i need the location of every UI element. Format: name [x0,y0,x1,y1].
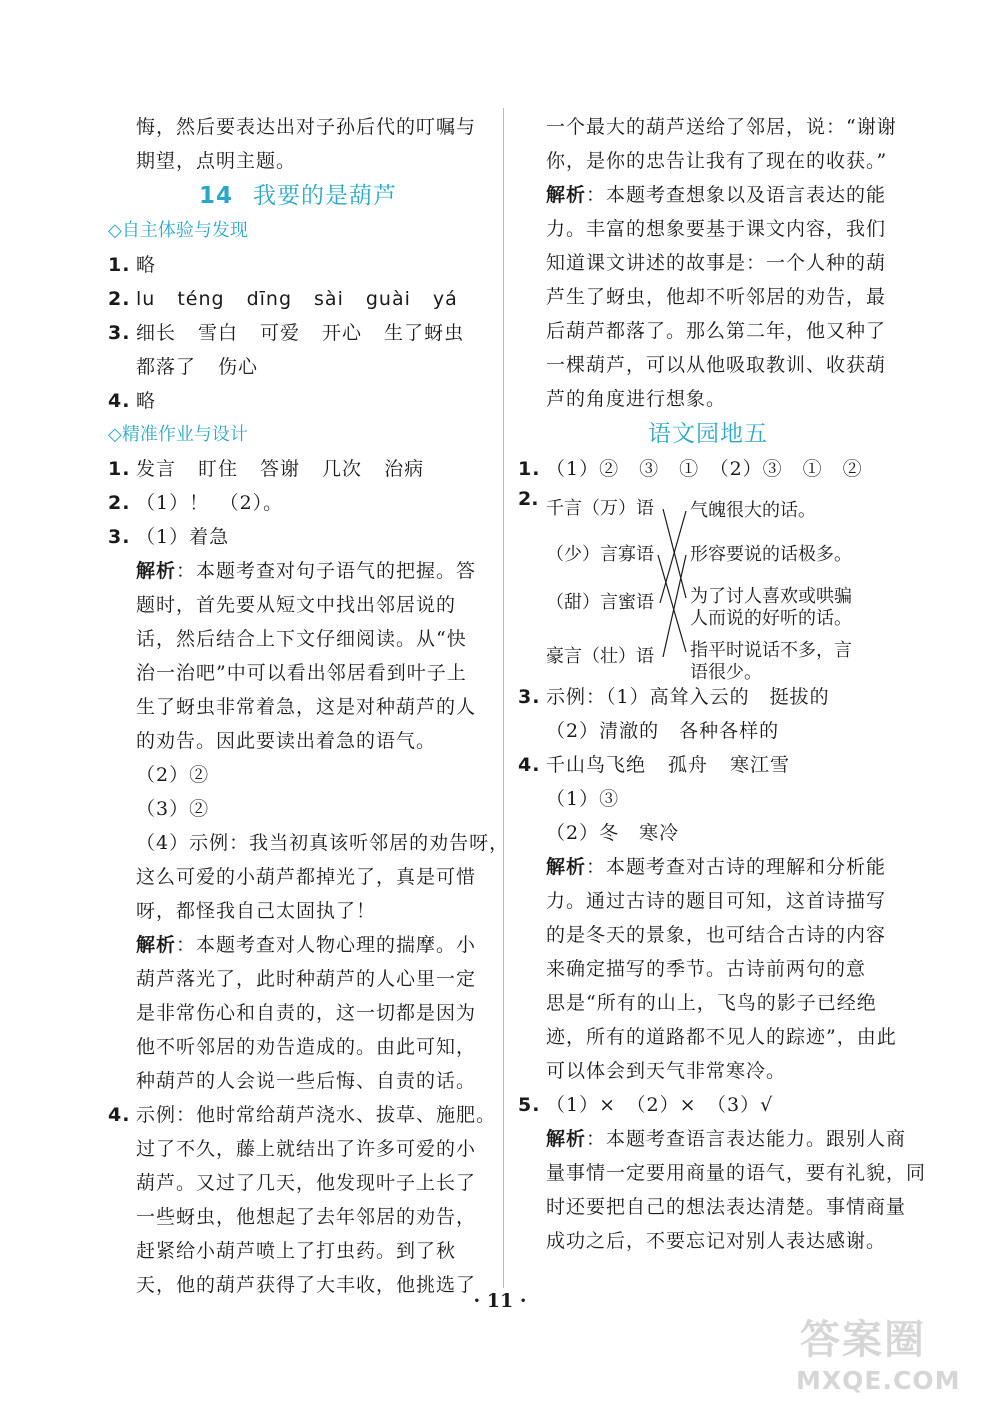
word-item: 几次 [322,458,363,480]
analysis-label: 解析 [546,856,587,878]
matching-diagram [518,488,898,683]
practice-3 [108,520,488,554]
analysis-line: 题时，首先要从短文中找出邻居说的 [136,594,457,616]
analysis-line: 量事情一定要用商量的语气，要有礼貌，同 [546,1162,927,1184]
garden-question-1 [518,452,898,486]
question-4 [108,384,488,418]
word-item: 发言 [136,458,177,480]
idiom-left-1: 千言（万）语 [546,498,654,519]
sub-answer: （3）② [136,798,210,820]
intro-line: 期望，点明主题。 [136,150,297,172]
idiom-left-4: 豪言（壮）语 [546,646,654,667]
word-item: 可爱 [260,322,301,344]
analysis-line: 葫芦落光了，此时种葫芦的人心里一定 [136,968,477,990]
unit-title: 语文园地五 [648,421,768,447]
answer-line: 一些蚜虫，他想起了去年邻居的劝告， [136,1206,477,1228]
analysis-label: 解析 [546,1128,587,1150]
analysis-line [108,554,488,588]
analysis-line: 思是“所有的山上，飞鸟的影子已经绝 [546,992,877,1014]
watermark-text: 答案圈 [800,1317,926,1363]
pinyin-item: lu [136,288,156,310]
page-number: · 11 · [473,1290,527,1312]
question-number: 3. [108,526,131,548]
answer-text: 示例：他时常给葫芦浇水、拔草、施肥。 [136,1104,497,1126]
word-item: 伤心 [218,356,259,378]
analysis-label: 解析 [136,934,177,956]
watermark-logo [796,1304,986,1404]
match-line-2 [658,555,686,652]
analysis-line: 种葫芦的人会说一些后悔、自责的话。 [136,1070,477,1092]
practice-2 [108,486,488,520]
column-divider [503,108,504,1288]
question-number: 2. [108,288,131,310]
analysis-line [518,178,898,212]
garden-question-5 [518,1088,898,1122]
sub-answer: 这么可爱的小葫芦都掉光了，真是可惜 [136,866,477,888]
analysis-text: ：本题考查语言表达能力。跟别人商 [586,1128,907,1150]
question-number: 2. [108,492,131,514]
word-item: 答谢 [260,458,301,480]
answer-text: （1）② ③ ① （2）③ ① ② [546,458,863,480]
sub-answer: （2）② [136,764,210,786]
analysis-line: 力。通过古诗的题目可知，这首诗描写 [546,890,887,912]
word-item: 盯住 [198,458,239,480]
meaning-right-4: 指平时说话不多，言 [690,640,852,661]
analysis-text: ：本题考查对句子语气的把握。答 [176,560,477,582]
pinyin-answers [136,282,458,316]
lesson-number: 14 [198,183,233,209]
analysis-line: 后葫芦都落了。那么第二年，他又种了 [546,320,887,342]
word-item: 治病 [384,458,425,480]
answer-line: 天，他的葫芦获得了大丰收，他挑选了 [136,1274,477,1296]
idiom-left-2: （少）言寡语 [546,544,654,565]
word-answers [136,452,424,486]
pinyin-item: guài [365,288,411,310]
answer-line: （2）清澈的 各种各样的 [546,720,780,742]
continued-line: 你，是你的忠告让我有了现在的收获。” [546,150,888,172]
word-item: 都落了 [136,356,197,378]
question-number: 4. [108,390,131,412]
poem-item: 孤舟 [668,754,709,776]
practice-1 [108,452,488,486]
question-number: 2. [518,488,539,510]
analysis-text: ：本题考查想象以及语言表达的能 [586,184,887,206]
analysis-line: 成功之后，不要忘记对别人表达感谢。 [546,1230,887,1252]
analysis-line: 的劝告。因此要读出着急的语气。 [136,730,437,752]
sub-answer: 呀，都怪我自己太固执了！ [136,900,377,922]
word-item: 开心 [322,322,363,344]
analysis-line: 来确定描写的季节。古诗前两句的意 [546,958,867,980]
practice-4 [108,1098,497,1132]
word-item: 雪白 [198,322,239,344]
analysis-line: 芦生了蚜虫，他却不听邻居的劝告，最 [546,286,887,308]
answer-text: （1）着急 [136,526,230,548]
analysis-text: ：本题考查对人物心理的揣摩。小 [176,934,477,956]
question-2 [108,282,488,316]
pinyin-item: yá [432,288,458,310]
question-number: 4. [518,754,541,776]
meaning-right-2: 形容要说的话极多。 [690,544,852,565]
pinyin-item: dīng [246,288,293,310]
analysis-line [518,1122,907,1156]
answer-text: （1）× （2）× （3）√ [546,1094,774,1116]
answer-line: 赶紧给小葫芦喷上了打虫药。到了秋 [136,1240,457,1262]
question-number: 1. [108,458,131,480]
analysis-line: 时还要把自己的想法表达清楚。事情商量 [546,1196,907,1218]
question-number: 1. [108,254,131,276]
question-number: 4. [108,1104,131,1126]
word-item: 细长 [136,322,177,344]
poem-answers [546,748,790,782]
answer-line: 过了不久，藤上就结出了许多可爱的小 [136,1138,477,1160]
analysis-line: 的是冬天的景象，也可结合古诗的内容 [546,924,887,946]
match-line-3 [660,511,686,603]
answer-text: 略 [136,390,157,412]
sub-answer: （1）③ [546,788,620,810]
garden-question-4 [518,748,898,782]
section-heading-homework-design: ◇精准作业与设计 [108,424,248,445]
analysis-line [518,850,898,884]
meaning-right-3b: 人而说的好听的话。 [690,608,852,629]
poem-item: 千山鸟飞绝 [546,754,647,776]
analysis-line [108,928,488,962]
analysis-line: 生了蚜虫非常着急，这是对种葫芦的人 [136,696,477,718]
analysis-line: 话，然后结合上下文仔细阅读。从“快 [136,628,467,650]
analysis-line: 迹，所有的道路都不见人的踪迹”，由此 [546,1026,897,1048]
question-number: 3. [518,686,541,708]
question-3 [108,316,488,350]
analysis-line: 他不听邻居的劝告造成的。由此可知， [136,1036,477,1058]
lesson-title-text: 我要的是葫芦 [253,183,397,209]
answer-text: 示例：（1）高耸入云的 挺拔的 [546,686,830,708]
analysis-line: 知道课文讲述的故事是：一个人种的葫 [546,252,887,274]
watermark-url: MXQE.COM [796,1366,961,1395]
sub-answer: （4）示例：我当初真该听邻居的劝告呀， [136,832,510,854]
analysis-text: ：本题考查对古诗的理解和分析能 [586,856,887,878]
continued-line: 一个最大的葫芦送给了邻居，说：“谢谢 [546,116,897,138]
question-1 [108,248,488,282]
analysis-label: 解析 [136,560,177,582]
question-number: 1. [518,458,541,480]
meaning-right-1: 气魄很大的话。 [690,500,816,521]
question-3-line-2 [108,350,488,384]
analysis-line: 芦的角度进行想象。 [546,388,727,410]
analysis-line: 可以体会到天气非常寒冷。 [546,1060,787,1082]
analysis-line: 是非常伤心和自责的，这一切都是因为 [136,1002,477,1024]
analysis-line: 治一治吧”中可以看出邻居看到叶子上 [136,662,467,684]
analysis-label: 解析 [546,184,587,206]
sub-answer: （2）冬 寒冷 [546,822,680,844]
meaning-right-4b: 语很少。 [690,662,762,683]
pinyin-item: téng [177,288,225,310]
word-item: 生了蚜虫 [384,322,465,344]
idiom-left-3: （甜）言蜜语 [546,592,654,613]
right-column [518,110,927,1258]
analysis-line: 力。丰富的想象要基于课文内容，我们 [546,218,887,240]
meaning-right-3: 为了讨人喜欢或哄骗 [690,586,852,607]
question-number: 3. [108,322,131,344]
answer-line: 葫芦。又过了几天，他发现叶子上长了 [136,1172,477,1194]
answer-text: （1）！ （2）。 [136,492,284,514]
matching-lines [518,488,898,680]
section-heading-self-experience: ◇自主体验与发现 [108,220,248,241]
question-number: 5. [518,1094,541,1116]
garden-question-3 [518,680,898,714]
poem-item: 寒江雪 [730,754,791,776]
answer-text: 略 [136,254,157,276]
analysis-line: 一棵葫芦，可以从他吸取教训、收获葫 [546,354,887,376]
intro-line: 悔，然后要表达出对子孙后代的叮嘱与 [136,116,477,138]
pinyin-item: sài [314,288,344,310]
left-column [108,110,510,1302]
word-answers [136,316,464,350]
lesson-title [108,178,488,214]
